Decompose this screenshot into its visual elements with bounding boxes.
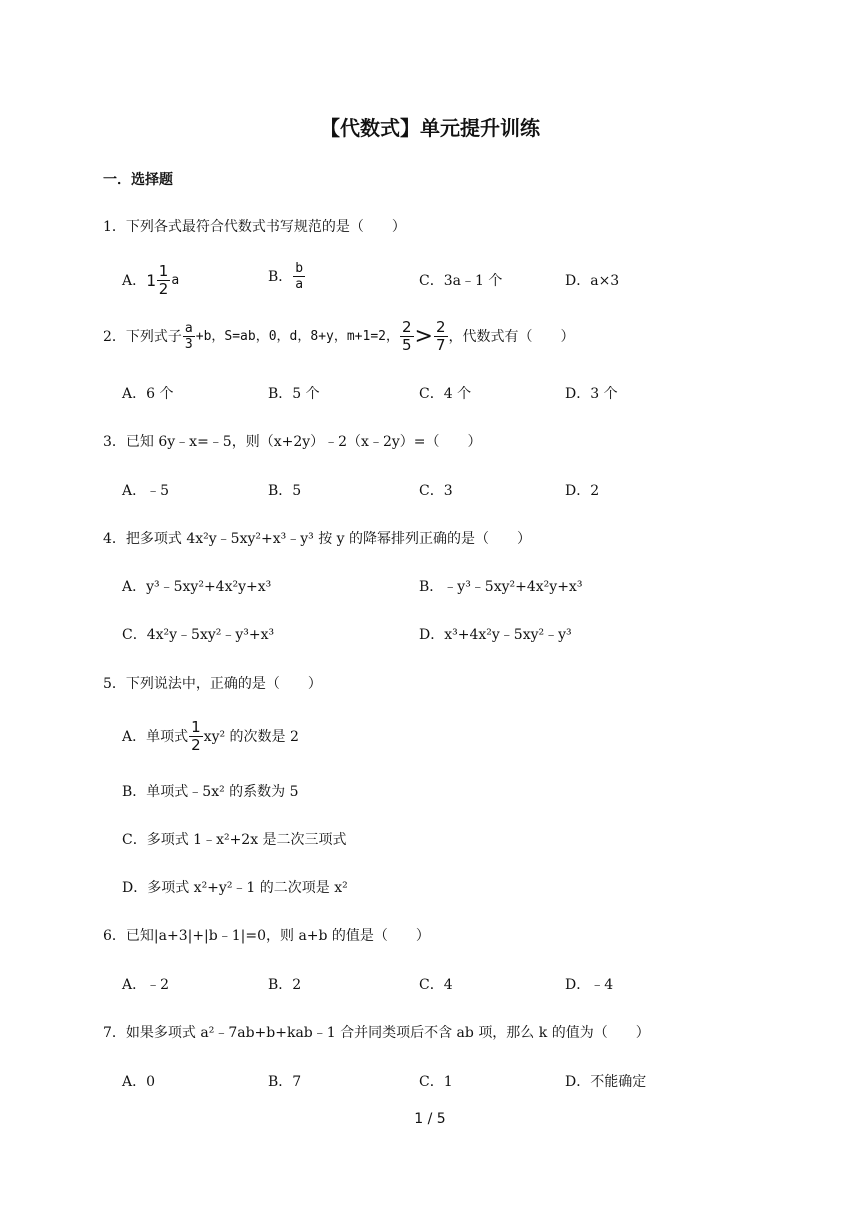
- question-1-option-b: B． $\frac{b}{a}$: [268, 261, 304, 292]
- page-number: 1 / 5: [414, 1111, 446, 1127]
- question-5-option-d: D．多项式 x²+y²﹣1 的二次项是 x²: [122, 880, 348, 896]
- question-5-option-c: C．多项式 1﹣x²+2x 是二次三项式: [122, 832, 347, 848]
- question-2-stem: 2．下列式子 $\frac{a}{3}$ +b，S=ab，0，d，8+y，m+1=2， $\frac{2}{5}$ > $\frac{2}{7}$ ，代数式有（ ）: [103, 318, 575, 354]
- question-5-stem: 5．下列说法中，正确的是（ ）: [103, 676, 322, 692]
- question-6-option-d: D．﹣4: [565, 977, 614, 993]
- question-4-option-c: C．4x²y﹣5xy²﹣y³+x³: [122, 627, 275, 643]
- question-2-option-b: B．5 个: [268, 386, 320, 402]
- question-2-option-a: A．6 个: [122, 386, 174, 402]
- question-3-option-a: A．﹣5: [122, 483, 170, 499]
- question-2-option-c: C．4 个: [419, 386, 472, 402]
- question-4-option-a: A．y³﹣5xy²+4x²y+x³: [122, 579, 272, 595]
- question-3-option-b: B．5: [268, 483, 302, 499]
- section-heading: 一．选择题: [103, 172, 173, 188]
- question-1-stem: 1．下列各式最符合代数式书写规范的是（ ）: [103, 219, 406, 235]
- question-7-option-d: D．不能确定: [565, 1074, 647, 1090]
- question-3-option-d: D．2: [565, 483, 600, 499]
- question-6-stem: 6．已知|a+3|+|b﹣1|=0，则 a+b 的值是（ ）: [103, 928, 430, 944]
- question-7-stem: 7．如果多项式 a²﹣7ab+b+kab﹣1 合并同类项后不含 ab 项，那么 k 的值为（ ）: [103, 1025, 650, 1041]
- question-5-option-a: A．单项式 $\frac{1}{2}$ xy² 的次数是 2: [122, 718, 299, 754]
- question-4-option-b: B．﹣y³﹣5xy²+4x²y+x³: [419, 579, 583, 595]
- question-1-option-a: A． 1 $\frac{1}{2}$ a: [122, 262, 180, 298]
- question-7-option-a: A．0: [122, 1074, 156, 1090]
- question-7-option-c: C．1: [419, 1074, 453, 1090]
- question-3-option-c: C．3: [419, 483, 453, 499]
- question-6-option-b: B．2: [268, 977, 302, 993]
- question-4-stem: 4．把多项式 4x²y﹣5xy²+x³﹣y³ 按 y 的降幂排列正确的是（ ）: [103, 531, 532, 547]
- question-5-option-b: B．单项式﹣5x² 的系数为 5: [122, 784, 299, 800]
- question-7-option-b: B．7: [268, 1074, 302, 1090]
- question-6-option-a: A．﹣2: [122, 977, 170, 993]
- question-1-option-d: D．a×3: [565, 273, 620, 289]
- page-title: 【代数式】单元提升训练: [320, 116, 540, 140]
- question-1-option-c: C．3a﹣1 个: [419, 273, 503, 289]
- question-6-option-c: C．4: [419, 977, 453, 993]
- question-4-option-d: D．x³+4x²y﹣5xy²﹣y³: [419, 627, 572, 643]
- question-3-stem: 3．已知 6y﹣x=﹣5，则（x+2y）﹣2（x﹣2y）=（ ）: [103, 434, 482, 450]
- question-2-option-d: D．3 个: [565, 386, 618, 402]
